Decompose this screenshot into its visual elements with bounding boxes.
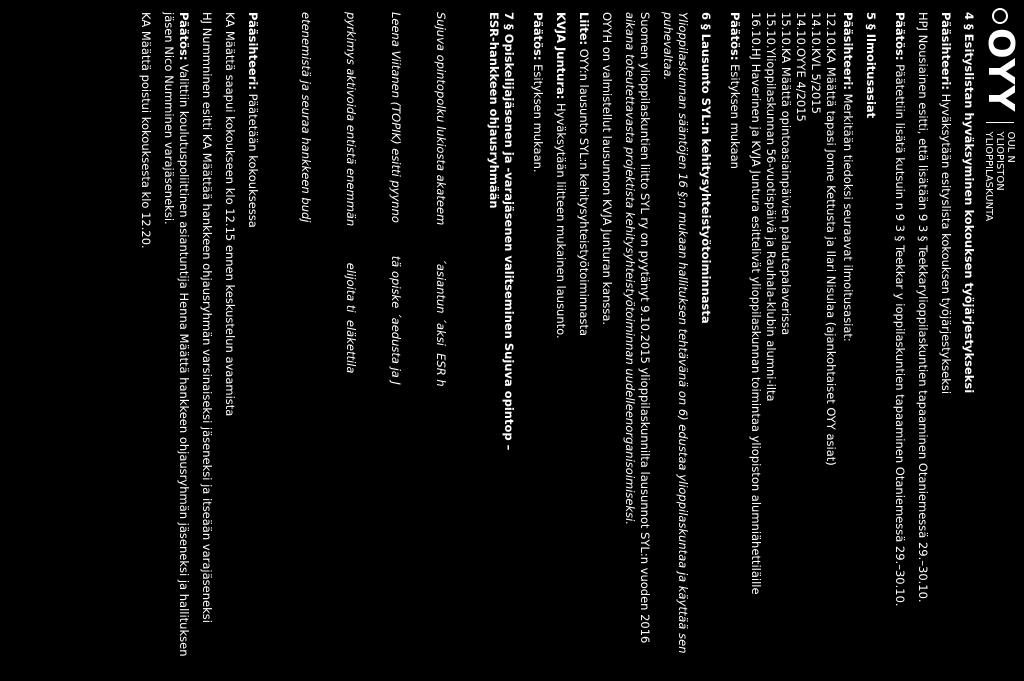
paragraph: KA Määttä poistui kokouksesta klo 12.20. [139,12,153,249]
decision: Päätös: Valittiin koulutuspoliittinen asiantuntija Henna Määttä hankkeen ohjausryhmän jäseneksi ja hallituksen jäsen Nico Numminen varajäseneksi. [162,12,191,657]
paragraph: KA Määttä saapui kokoukseen klo 12.15 ennen keskustelun avaamista [223,12,237,417]
announcement-list [748,12,838,677]
logo-divider [986,122,1014,123]
section-heading: 7 § Opiskelijajäsenen ja -varajäsenen valitseminen Sujuva opintop – ESR-hankkeen ohjausryhmään [487,12,516,451]
list-item-date: 15.10. [779,12,793,49]
list-item-text: KA Määttä tapasi Jonne Kettusta ja Ilari Nisulaa (ajankohtaiset OYY asiat) [824,48,838,466]
section-5 [727,12,878,677]
list-item-date: 14.10. [794,12,808,49]
list-item-date: 15.10. [764,12,778,49]
paragraph: OYYH on valmistellut lausunnon KVJA Junturan kanssa. [600,12,614,326]
paragraph: Ylioppilaskunnan sääntöjen 16 §:n mukaan hallituksen tehtävänä on 6) edustaa ylioppilaskuntaa ja käyttää sen puhevaltaa. [661,12,690,654]
letterhead [980,8,1020,221]
decision: Päätös: Esityksen mukaan [728,12,742,169]
section-7 [138,12,516,677]
paragraph: HPJ Nousiainen esitti, että lisätään 9 3 § Teekkarylioppilaskuntien tapaaminen Otaniemessä 29.–30.10. [916,12,930,603]
minutes-body [124,12,976,677]
section-heading: 6 § Lausunto SYL:n kehitysyhteistyötoiminnasta [699,12,713,324]
list-item-text: HJ Haverinen ja KVJA Juntura esittelivät ylioppilaskunnan toimintaa yliopiston alumniähettiläille [749,48,763,595]
logo-wordmark: OYY [980,28,1021,113]
list-item-text: KVL 5/2015 [809,48,823,114]
list-item-text: KA Määttä opintoasiainpäivien palautepalaverissa [779,48,793,336]
list-item-text: Ylioppilaskunnan 56-vuotispäivä ja Rauhala-klubin alumni-ilta [764,48,778,402]
decision: Päätös: Päätettiin lisätä kutsuin n 9 3 § Teekkar y ioppilaskuntien tapaaminen Otaniemessä 29.–30.10. [893,12,907,607]
paragraph: HJ Nummninen esitti KA Määttää hankkeen ohjausryhmän varsinaiseksi jäseneksi ja itseään varajäseneksi [200,12,214,623]
section-heading: 4 § Esityslistan hyväksyminen kokouksen työjärjestykseksi [962,12,976,394]
proposal-line: KVJA Juntura: Hyväksytään liitteen mukainen lausunto. [554,12,568,339]
list-item-date: 14.10. [809,12,823,49]
paragraph: Pääsihteeri: Merkitään tiedoksi seuraavat ilmoitusasiat: [841,12,855,342]
decision: Päätös: Esityksen mukaan. [531,12,545,173]
paragraph: Suomen ylioppilaskuntien liitto SYL ry on pyytänyt 9.10.2015 ylioppilaskunnilta lausunnot SYL:n vuoden 2016 aikana toteutettavasta projektista kehitysyhteistyötoiminnan uudelleenorganisoimiseksi. [623,12,652,644]
paragraph: Pääsihteeri: Päätetään kokouksessa [246,12,260,228]
section-6 [530,12,713,677]
section-4 [892,12,976,677]
section-heading: 5 § Ilmoitusasiat [864,12,878,119]
organization-name: OUL N YLIOPISTON YLIOPPILASKUNTA [983,131,1017,222]
list-item-date: 12.10. [824,12,838,49]
list-item-text: OYYE 4/2015 [794,48,808,122]
attachment-line: Liite: OYY:n lausunto SYL:n kehitysyhteistyötoiminnasta [577,12,591,337]
truncated-paragraph: Sujuva opintopolku lukiosta akateem ´asiantun ´aksi ESR h Leena Viitanen (TOPIK) esitti pyynno tä opiske ´aedusta ja J pyrkimys aktivoida entistä enemmän elijoita ti eläkettila etenemistä ja seuraa hankkeen budj [299,12,448,387]
list-item-date: 16.10. [749,12,763,49]
paragraph: Pääsihteeri: Hyväksytään esityslista kokouksen työjärjestykseksi [939,12,953,395]
logo-emblem-icon [992,8,1008,24]
